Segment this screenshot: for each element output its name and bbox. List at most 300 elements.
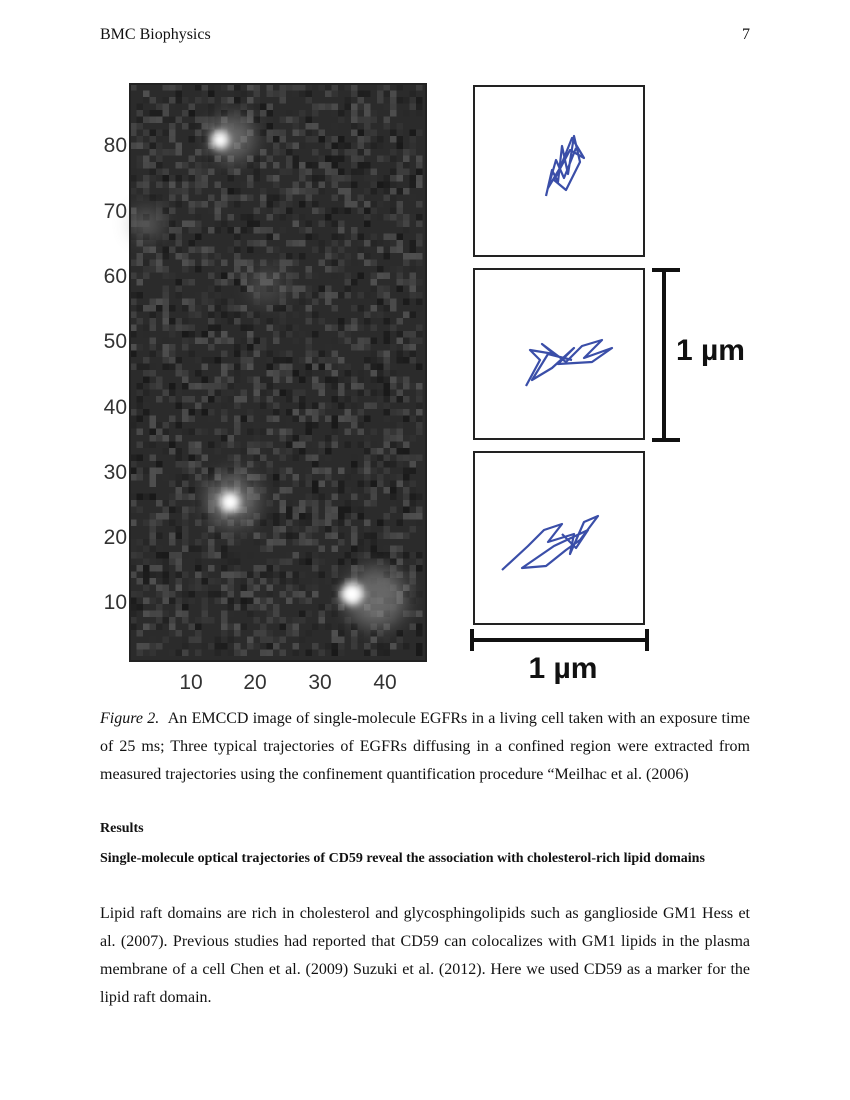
noise-pixel <box>384 552 391 559</box>
noise-pixel <box>345 260 352 267</box>
noise-pixel <box>163 338 170 345</box>
noise-pixel <box>169 234 176 241</box>
noise-pixel <box>306 344 313 351</box>
noise-pixel <box>189 455 196 462</box>
noise-pixel <box>156 136 163 143</box>
noise-pixel <box>215 591 222 598</box>
noise-pixel <box>351 539 358 546</box>
noise-pixel <box>351 201 358 208</box>
noise-pixel <box>371 500 378 507</box>
noise-pixel <box>176 572 183 579</box>
noise-pixel <box>156 117 163 124</box>
noise-pixel <box>156 169 163 176</box>
noise-pixel <box>228 162 235 169</box>
noise-pixel <box>273 357 280 364</box>
noise-pixel <box>377 650 384 657</box>
noise-pixel <box>280 260 287 267</box>
noise-pixel <box>364 195 371 202</box>
noise-pixel <box>377 448 384 455</box>
noise-pixel <box>215 286 222 293</box>
noise-pixel <box>176 390 183 397</box>
noise-pixel <box>176 104 183 111</box>
noise-pixel <box>345 487 352 494</box>
noise-pixel <box>397 331 404 338</box>
noise-pixel <box>241 338 248 345</box>
noise-pixel <box>221 611 228 618</box>
noise-pixel <box>234 312 241 319</box>
noise-pixel <box>150 325 157 332</box>
noise-pixel <box>182 468 189 475</box>
noise-pixel <box>351 260 358 267</box>
noise-pixel <box>202 533 209 540</box>
noise-pixel <box>338 338 345 345</box>
noise-pixel <box>241 279 248 286</box>
noise-pixel <box>156 617 163 624</box>
noise-pixel <box>403 494 410 501</box>
noise-pixel <box>221 435 228 442</box>
noise-pixel <box>228 578 235 585</box>
noise-pixel <box>221 598 228 605</box>
noise-pixel <box>143 442 150 449</box>
noise-pixel <box>137 416 144 423</box>
noise-pixel <box>195 390 202 397</box>
noise-pixel <box>293 130 300 137</box>
noise-pixel <box>312 104 319 111</box>
noise-pixel <box>137 117 144 124</box>
noise-pixel <box>390 175 397 182</box>
noise-pixel <box>364 260 371 267</box>
noise-pixel <box>332 123 339 130</box>
noise-pixel <box>169 630 176 637</box>
noise-pixel <box>228 97 235 104</box>
noise-pixel <box>137 552 144 559</box>
noise-pixel <box>371 234 378 241</box>
noise-pixel <box>397 97 404 104</box>
noise-pixel <box>332 611 339 618</box>
noise-pixel <box>364 468 371 475</box>
noise-pixel <box>351 461 358 468</box>
noise-pixel <box>267 650 274 657</box>
noise-pixel <box>293 91 300 98</box>
noise-pixel <box>332 507 339 514</box>
noise-pixel <box>384 338 391 345</box>
noise-pixel <box>241 468 248 475</box>
noise-pixel <box>403 188 410 195</box>
noise-pixel <box>182 604 189 611</box>
noise-pixel <box>202 169 209 176</box>
noise-pixel <box>150 247 157 254</box>
noise-pixel <box>267 195 274 202</box>
noise-pixel <box>286 305 293 312</box>
noise-pixel <box>143 130 150 137</box>
noise-pixel <box>260 403 267 410</box>
noise-pixel <box>286 624 293 631</box>
noise-pixel <box>267 383 274 390</box>
noise-pixel <box>325 416 332 423</box>
noise-pixel <box>403 169 410 176</box>
noise-pixel <box>189 279 196 286</box>
noise-pixel <box>215 156 222 163</box>
noise-pixel <box>228 650 235 657</box>
noise-pixel <box>208 195 215 202</box>
noise-pixel <box>390 370 397 377</box>
noise-pixel <box>403 279 410 286</box>
noise-pixel <box>163 448 170 455</box>
noise-pixel <box>325 520 332 527</box>
noise-pixel <box>156 104 163 111</box>
noise-pixel <box>189 494 196 501</box>
noise-pixel <box>169 188 176 195</box>
noise-pixel <box>351 117 358 124</box>
noise-pixel <box>410 461 417 468</box>
noise-pixel <box>384 461 391 468</box>
noise-pixel <box>202 409 209 416</box>
noise-pixel <box>195 338 202 345</box>
noise-pixel <box>293 260 300 267</box>
noise-pixel <box>221 552 228 559</box>
noise-pixel <box>371 390 378 397</box>
noise-pixel <box>384 318 391 325</box>
noise-pixel <box>195 481 202 488</box>
noise-pixel <box>364 175 371 182</box>
noise-pixel <box>221 370 228 377</box>
noise-pixel <box>351 104 358 111</box>
noise-pixel <box>345 292 352 299</box>
noise-pixel <box>247 585 254 592</box>
noise-pixel <box>384 240 391 247</box>
noise-pixel <box>234 604 241 611</box>
noise-pixel <box>410 247 417 254</box>
noise-pixel <box>241 364 248 371</box>
noise-pixel <box>254 442 261 449</box>
noise-pixel <box>371 182 378 189</box>
noise-pixel <box>273 474 280 481</box>
noise-pixel <box>364 357 371 364</box>
noise-pixel <box>410 344 417 351</box>
noise-pixel <box>182 416 189 423</box>
noise-pixel <box>150 455 157 462</box>
noise-pixel <box>150 637 157 644</box>
noise-pixel <box>176 175 183 182</box>
noise-pixel <box>150 338 157 345</box>
noise-pixel <box>241 195 248 202</box>
noise-pixel <box>267 611 274 618</box>
noise-pixel <box>182 377 189 384</box>
noise-pixel <box>234 552 241 559</box>
noise-pixel <box>416 338 423 345</box>
noise-pixel <box>332 338 339 345</box>
noise-pixel <box>403 156 410 163</box>
noise-pixel <box>364 416 371 423</box>
noise-pixel <box>410 416 417 423</box>
noise-pixel <box>176 357 183 364</box>
noise-pixel <box>319 221 326 228</box>
noise-pixel <box>410 468 417 475</box>
noise-pixel <box>338 195 345 202</box>
y-tick-labels <box>104 134 127 614</box>
noise-pixel <box>228 279 235 286</box>
noise-pixel <box>137 578 144 585</box>
noise-pixel <box>280 617 287 624</box>
noise-pixel <box>306 364 313 371</box>
noise-pixel <box>163 507 170 514</box>
noise-pixel <box>189 123 196 130</box>
noise-pixel <box>280 266 287 273</box>
noise-pixel <box>319 481 326 488</box>
noise-pixel <box>338 156 345 163</box>
noise-pixel <box>156 552 163 559</box>
noise-pixel <box>273 533 280 540</box>
noise-pixel <box>410 351 417 358</box>
noise-pixel <box>306 559 313 566</box>
noise-pixel <box>410 357 417 364</box>
noise-pixel <box>202 260 209 267</box>
noise-pixel <box>228 305 235 312</box>
noise-pixel <box>163 344 170 351</box>
noise-pixel <box>208 539 215 546</box>
noise-pixel <box>182 97 189 104</box>
noise-pixel <box>254 344 261 351</box>
noise-pixel <box>377 370 384 377</box>
noise-pixel <box>228 338 235 345</box>
noise-pixel <box>332 526 339 533</box>
noise-pixel <box>176 201 183 208</box>
noise-pixel <box>189 468 196 475</box>
noise-pixel <box>228 247 235 254</box>
noise-pixel <box>416 292 423 299</box>
noise-pixel <box>143 409 150 416</box>
noise-pixel <box>345 338 352 345</box>
noise-pixel <box>182 591 189 598</box>
noise-pixel <box>286 331 293 338</box>
noise-pixel <box>169 123 176 130</box>
noise-pixel <box>143 156 150 163</box>
noise-pixel <box>267 448 274 455</box>
noise-pixel <box>176 162 183 169</box>
noise-pixel <box>364 650 371 657</box>
noise-pixel <box>371 351 378 358</box>
noise-pixel <box>416 520 423 527</box>
noise-pixel <box>137 305 144 312</box>
noise-pixel <box>312 468 319 475</box>
noise-pixel <box>345 500 352 507</box>
noise-pixel <box>377 97 384 104</box>
noise-pixel <box>319 390 326 397</box>
noise-pixel <box>254 585 261 592</box>
noise-pixel <box>286 162 293 169</box>
noise-pixel <box>234 253 241 260</box>
noise-pixel <box>202 201 209 208</box>
noise-pixel <box>208 578 215 585</box>
noise-pixel <box>150 429 157 436</box>
noise-pixel <box>377 377 384 384</box>
noise-pixel <box>254 97 261 104</box>
noise-pixel <box>254 513 261 520</box>
noise-pixel <box>241 572 248 579</box>
noise-pixel <box>306 630 313 637</box>
noise-pixel <box>254 169 261 176</box>
noise-pixel <box>286 201 293 208</box>
noise-pixel <box>150 539 157 546</box>
noise-pixel <box>293 578 300 585</box>
noise-pixel <box>390 377 397 384</box>
noise-pixel <box>247 598 254 605</box>
noise-pixel <box>312 526 319 533</box>
noise-pixel <box>202 552 209 559</box>
noise-pixel <box>221 559 228 566</box>
noise-pixel <box>208 409 215 416</box>
noise-pixel <box>241 214 248 221</box>
noise-pixel <box>390 461 397 468</box>
noise-pixel <box>182 266 189 273</box>
noise-pixel <box>143 487 150 494</box>
noise-pixel <box>267 630 274 637</box>
noise-pixel <box>403 455 410 462</box>
noise-pixel <box>273 338 280 345</box>
noise-pixel <box>384 546 391 553</box>
noise-pixel <box>338 331 345 338</box>
noise-pixel <box>299 377 306 384</box>
noise-pixel <box>299 331 306 338</box>
noise-pixel <box>286 630 293 637</box>
noise-pixel <box>358 383 365 390</box>
noise-pixel <box>338 234 345 241</box>
noise-pixel <box>293 585 300 592</box>
noise-pixel <box>377 156 384 163</box>
noise-pixel <box>156 143 163 150</box>
noise-pixel <box>358 195 365 202</box>
noise-pixel <box>156 201 163 208</box>
trajectory-panel-3 <box>474 452 644 624</box>
noise-pixel <box>332 91 339 98</box>
noise-pixel <box>143 266 150 273</box>
noise-pixel <box>351 526 358 533</box>
noise-pixel <box>254 104 261 111</box>
noise-pixel <box>234 247 241 254</box>
noise-pixel <box>377 299 384 306</box>
noise-pixel <box>371 240 378 247</box>
noise-pixel <box>221 299 228 306</box>
noise-pixel <box>345 149 352 156</box>
noise-pixel <box>338 578 345 585</box>
noise-pixel <box>312 351 319 358</box>
noise-pixel <box>247 461 254 468</box>
noise-pixel <box>384 175 391 182</box>
noise-pixel <box>293 305 300 312</box>
noise-pixel <box>195 97 202 104</box>
noise-pixel <box>280 435 287 442</box>
noise-pixel <box>137 643 144 650</box>
noise-pixel <box>293 617 300 624</box>
noise-pixel <box>215 396 222 403</box>
noise-pixel <box>364 110 371 117</box>
noise-pixel <box>390 448 397 455</box>
noise-pixel <box>169 221 176 228</box>
noise-pixel <box>293 396 300 403</box>
noise-pixel <box>377 273 384 280</box>
noise-pixel <box>338 364 345 371</box>
noise-pixel <box>384 279 391 286</box>
noise-pixel <box>351 318 358 325</box>
noise-pixel <box>358 552 365 559</box>
noise-pixel <box>345 91 352 98</box>
noise-pixel <box>351 279 358 286</box>
noise-pixel <box>202 175 209 182</box>
noise-pixel <box>371 650 378 657</box>
noise-pixel <box>286 429 293 436</box>
noise-pixel <box>351 325 358 332</box>
noise-pixel <box>416 630 423 637</box>
noise-pixel <box>384 468 391 475</box>
noise-pixel <box>273 208 280 215</box>
noise-pixel <box>195 221 202 228</box>
noise-pixel <box>143 97 150 104</box>
noise-pixel <box>163 351 170 358</box>
noise-pixel <box>241 533 248 540</box>
noise-pixel <box>150 650 157 657</box>
noise-pixel <box>182 253 189 260</box>
noise-pixel <box>416 240 423 247</box>
noise-pixel <box>182 617 189 624</box>
noise-pixel <box>416 598 423 605</box>
noise-pixel <box>306 650 313 657</box>
noise-pixel <box>208 318 215 325</box>
noise-pixel <box>325 526 332 533</box>
noise-pixel <box>176 435 183 442</box>
noise-pixel <box>169 448 176 455</box>
noise-pixel <box>247 221 254 228</box>
noise-pixel <box>312 149 319 156</box>
noise-pixel <box>416 201 423 208</box>
noise-pixel <box>384 442 391 449</box>
noise-pixel <box>169 533 176 540</box>
noise-pixel <box>299 416 306 423</box>
noise-pixel <box>397 533 404 540</box>
noise-pixel <box>156 351 163 358</box>
noise-pixel <box>143 611 150 618</box>
noise-pixel <box>377 474 384 481</box>
noise-pixel <box>364 455 371 462</box>
noise-pixel <box>208 344 215 351</box>
noise-pixel <box>332 585 339 592</box>
noise-pixel <box>371 286 378 293</box>
noise-pixel <box>254 435 261 442</box>
noise-pixel <box>332 591 339 598</box>
noise-pixel <box>195 617 202 624</box>
noise-pixel <box>156 494 163 501</box>
noise-pixel <box>143 565 150 572</box>
noise-pixel <box>416 559 423 566</box>
figure-caption-text: An EMCCD image of single-molecule EGFRs in a living cell taken with an exposure time of 25 ms; Three typical trajectories of EGFRs diffusing in a confined region were extracted from measured trajectories using the confinement quantification procedure “Meilhac et al. (2006) <box>100 710 750 783</box>
noise-pixel <box>215 325 222 332</box>
noise-pixel <box>215 299 222 306</box>
noise-pixel <box>150 598 157 605</box>
noise-pixel <box>377 247 384 254</box>
noise-pixel <box>189 507 196 514</box>
noise-pixel <box>260 162 267 169</box>
noise-pixel <box>351 559 358 566</box>
running-head-journal: BMC Biophysics <box>100 26 211 43</box>
noise-pixel <box>137 162 144 169</box>
noise-pixel <box>189 637 196 644</box>
noise-pixel <box>169 650 176 657</box>
noise-pixel <box>371 260 378 267</box>
noise-pixel <box>202 364 209 371</box>
noise-pixel <box>182 494 189 501</box>
noise-pixel <box>332 546 339 553</box>
noise-pixel <box>195 123 202 130</box>
noise-pixel <box>143 162 150 169</box>
